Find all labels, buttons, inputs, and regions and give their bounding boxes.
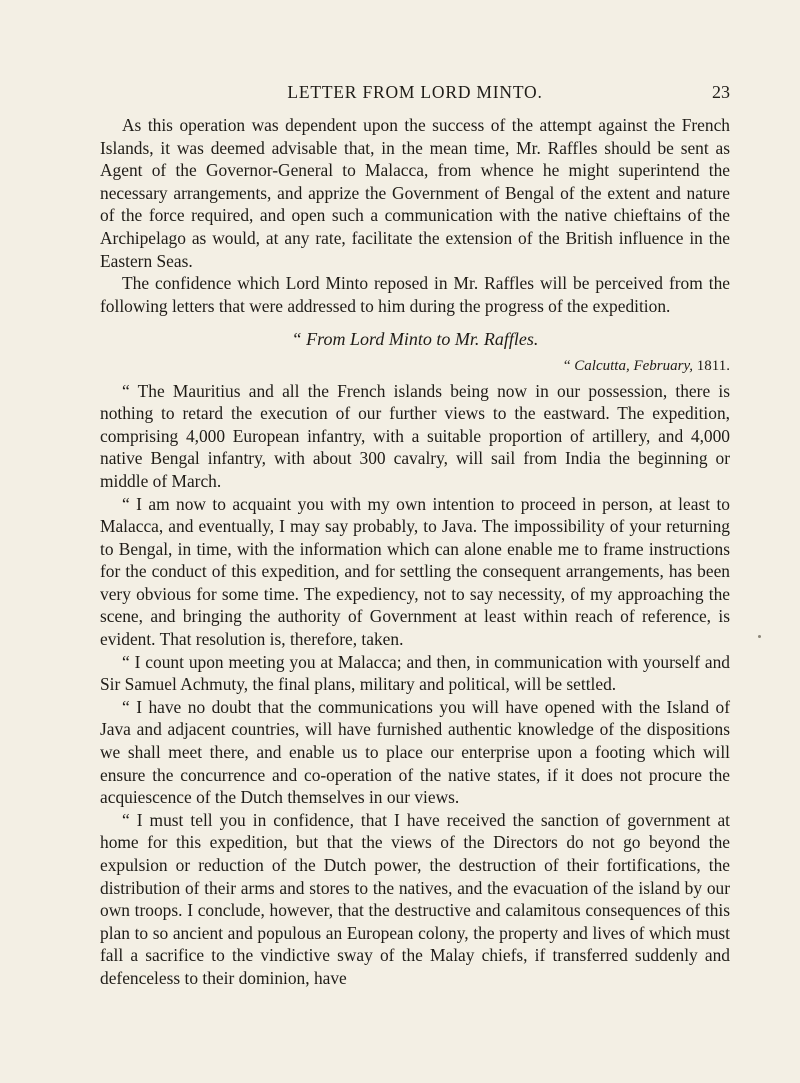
letter-paragraph-1: “ The Mauritius and all the French islands being now in our possession, there is nothing to retard the execution of our further views to the eastward. The expedition, comprising 4,000 European infantry, with a suitable proportion of artillery, and 4,000 native Bengal infantry, with about 300 cavalry, will sail from India the beginning or middle of March. (100, 380, 730, 491)
letter-paragraph-5: “ I must tell you in confidence, that I have received the sanction of government at home for this expedition, but that the views of the Directors do not go beyond the expulsion or reduction of the Dutch power, the destruction of their fortifications, the distribution of their arms and stores to the natives, and the evacuation of the island by our own troops. I conclude, however, that the destructive and calamitous consequences of this plan to so ancient and populous an European colony, the property and lives of which must fall a sacrifice to the vindictive sway of the Malay chiefs, if transferred suddenly and defenceless to their dominion, have (100, 809, 730, 988)
letter-paragraph-2: “ I am now to acquaint you with my own intention to proceed in person, at least to Malacca, and eventually, I may say probably, to Java. The impossibility of your returning to Bengal, in time, with the information which can alone enable me to frame instructions for the conduct of this expedition, and for settling the consequent arrangements, has been very obvious for some time. The expediency, not to say necessity, of my approaching the scene, and bringing the authority of Government at least within reach of reference, is evident. That resolution is, therefore, taken. (100, 493, 730, 650)
dateline-year: 1811. (693, 357, 730, 374)
letter-dateline (100, 355, 730, 378)
page-number: 23 (712, 82, 730, 102)
running-title: LETTER FROM LORD MINTO. (287, 82, 543, 102)
letter-paragraph-3: “ I count upon meeting you at Malacca; and then, in communication with yourself and Sir Samuel Achmuty, the final plans, military and political, will be settled. (100, 651, 730, 695)
dateline-quote: “ (563, 357, 575, 374)
running-head (100, 82, 730, 104)
letter-heading: “ From Lord Minto to Mr. Raffles. (291, 329, 539, 350)
margin-mark (758, 635, 761, 638)
intro-paragraph-2: The confidence which Lord Minto reposed in Mr. Raffles will be perceived from the following letters that were addressed to him during the progress of the expedition. (100, 273, 730, 316)
dateline-place: Calcutta, February, (574, 357, 694, 374)
letter-paragraph-4: “ I have no doubt that the communications you will have opened with the Island of Java and adjacent countries, will have furnished authentic knowledge of the dispositions we shall meet there, and enable us to place our enterprise upon a footing which will ensure the concurrence and co-operation of the native states, if it does not procure the acquiescence of the Dutch themselves in our views. (100, 696, 730, 808)
body-text (100, 114, 730, 990)
intro-paragraph-1: As this operation was dependent upon the success of the attempt against the French Islands, it was deemed advisable that, in the mean time, Mr. Raffles should be sent as Agent of the Governor-General to Malacca, from whence he might superintend the necessary arrangements, and apprize the Government of Bengal of the extent and nature of the force required, and open such a communication with the native chieftains of the Archipelago as would, at any rate, facilitate the extension of the British influence in the Eastern Seas. (100, 115, 730, 271)
